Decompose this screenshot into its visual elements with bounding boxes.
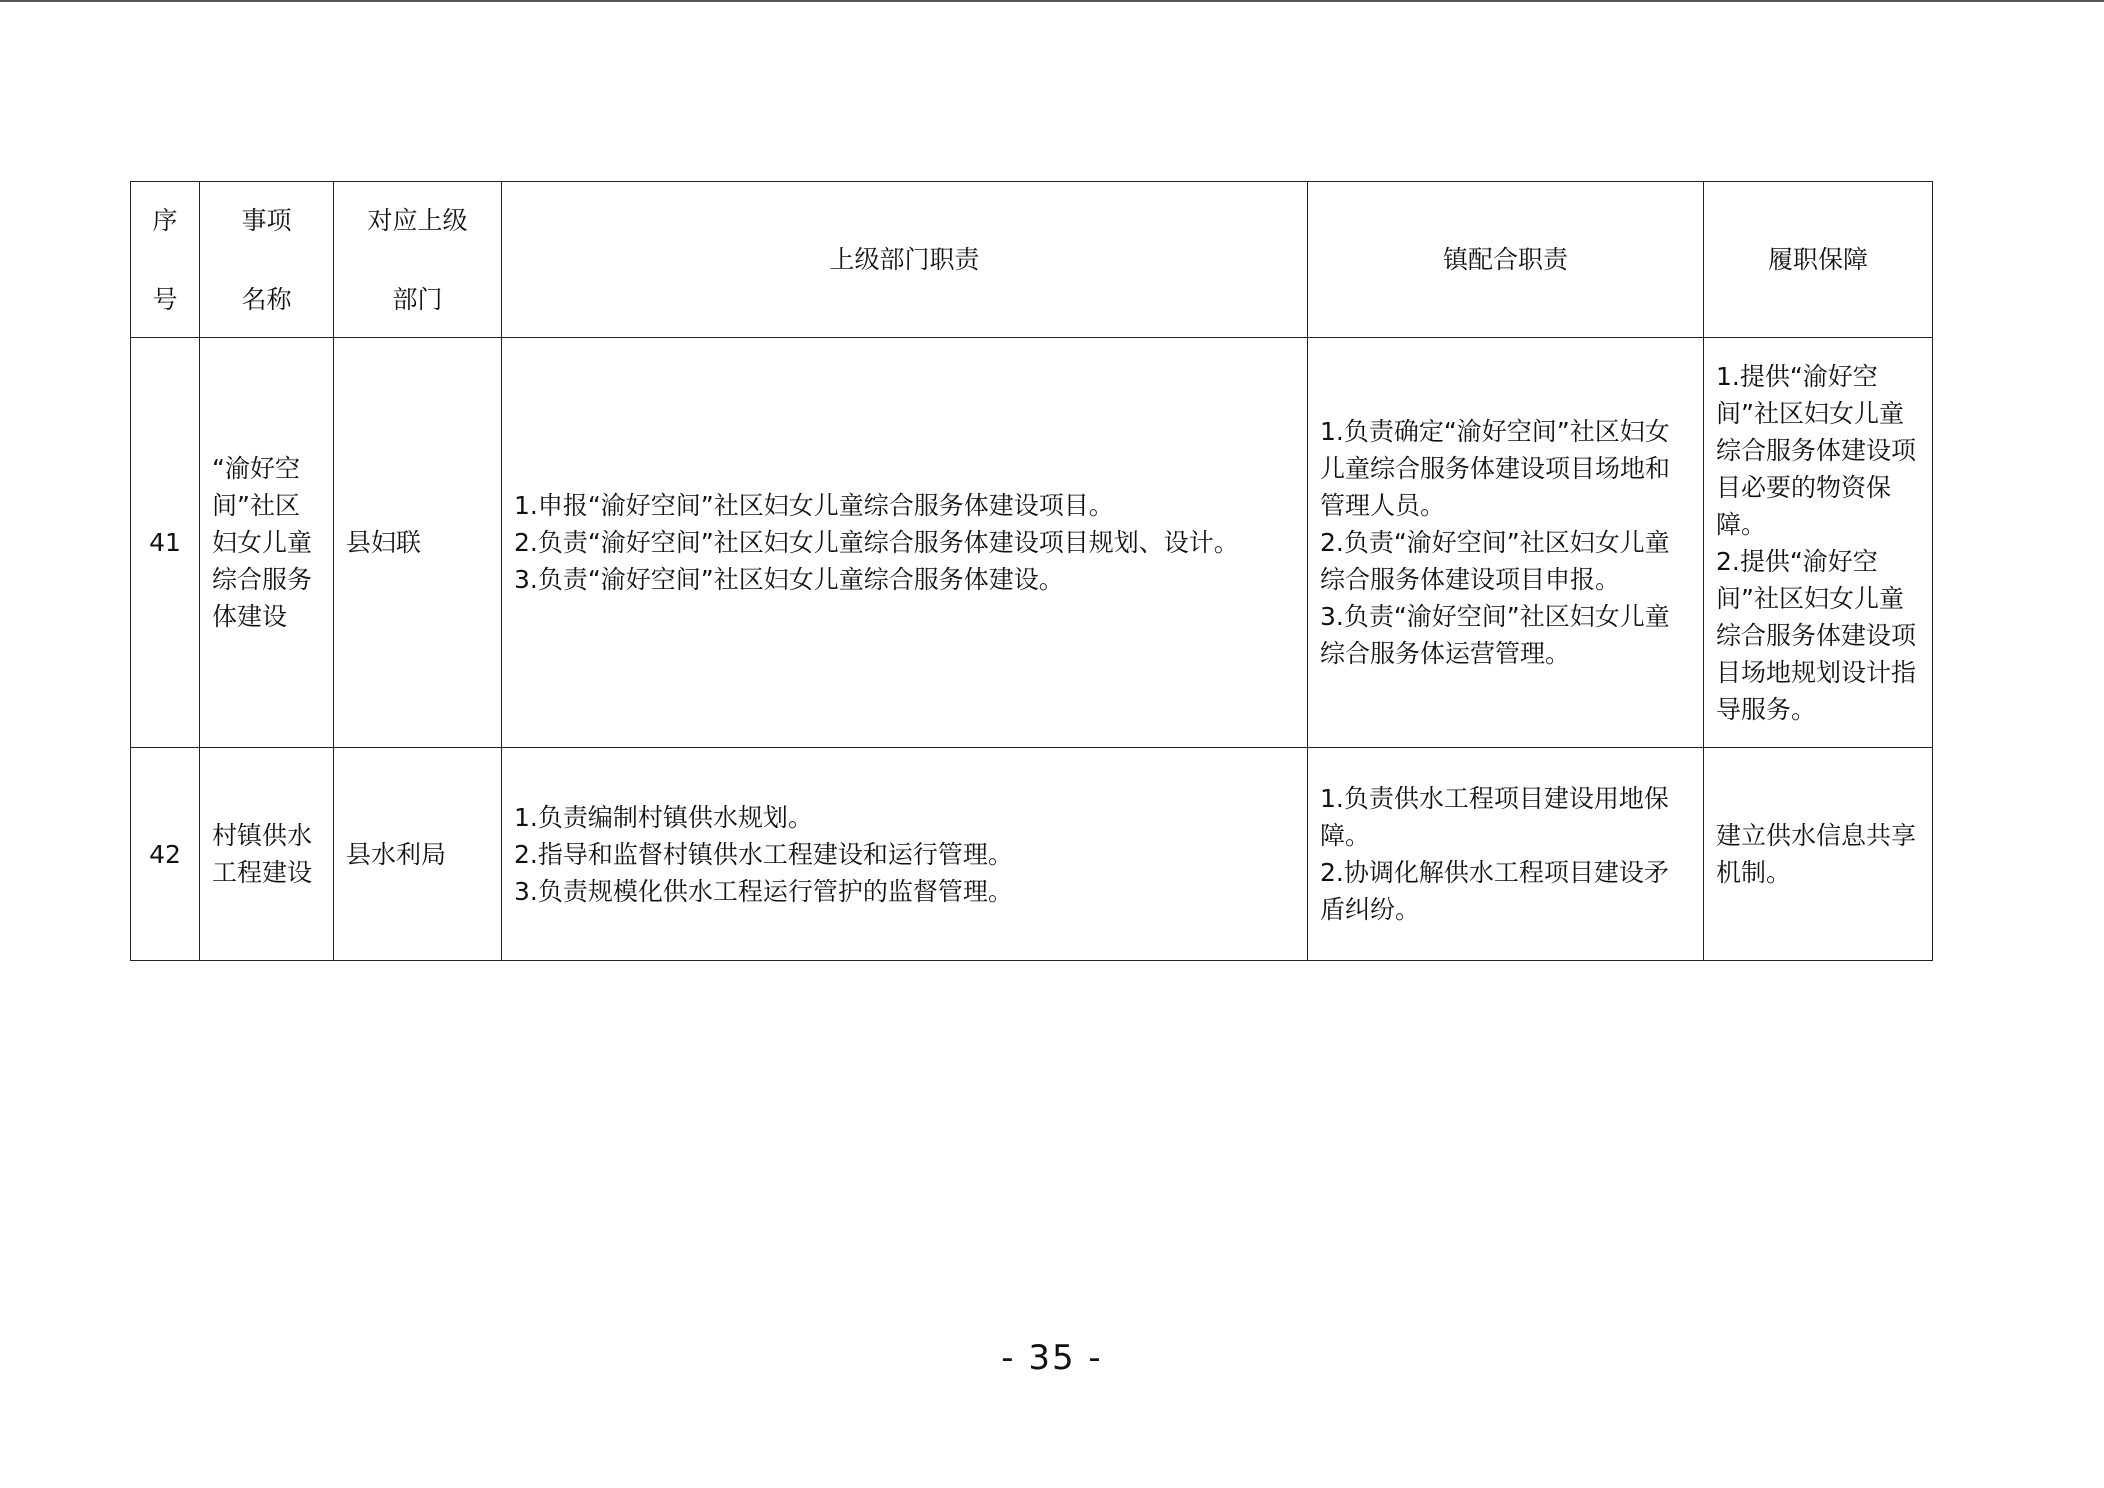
top-border-line — [0, 0, 2104, 2]
header-upper-dept-line1: 对应上级 — [367, 205, 468, 235]
row-upper-duty — [502, 338, 1308, 748]
header-seq — [131, 182, 200, 338]
guarantee-line: 2.提供“渝好空间”社区妇女儿童综合服务体建设项目场地规划设计指导服务。 — [1716, 546, 1917, 724]
header-row — [131, 182, 1933, 338]
header-upper-dept — [334, 182, 502, 338]
row-upper-dept: 县水利局 — [334, 748, 502, 961]
duty-line: 2.指导和监督村镇供水工程建设和运行管理。 — [514, 839, 1013, 869]
header-upper-dept-line2: 部门 — [392, 284, 443, 314]
row-town-duty — [1308, 748, 1704, 961]
row-seq: 42 — [131, 748, 200, 961]
header-seq-line2: 号 — [152, 284, 178, 314]
header-upper-duty: 上级部门职责 — [502, 182, 1308, 338]
row-upper-dept: 县妇联 — [334, 338, 502, 748]
duty-line: 1.申报“渝好空间”社区妇女儿童综合服务体建设项目。 — [514, 491, 1114, 520]
header-town-duty: 镇配合职责 — [1308, 182, 1704, 338]
duty-line: 3.负责“渝好空间”社区妇女儿童综合服务体运营管理。 — [1320, 602, 1670, 668]
duty-line: 2.负责“渝好空间”社区妇女儿童综合服务体建设项目申报。 — [1320, 528, 1670, 594]
duty-line: 3.负责“渝好空间”社区妇女儿童综合服务体建设。 — [514, 565, 1064, 594]
duty-line: 2.协调化解供水工程项目建设矛盾纠纷。 — [1320, 858, 1669, 924]
duty-table — [130, 181, 1933, 961]
guarantee-line: 建立供水信息共享机制。 — [1716, 821, 1917, 887]
header-guarantee: 履职保障 — [1704, 182, 1933, 338]
duty-line: 1.负责编制村镇供水规划。 — [514, 802, 813, 832]
header-item-name-line1: 事项 — [241, 205, 292, 235]
duty-line: 1.负责供水工程项目建设用地保障。 — [1320, 784, 1669, 850]
row-guarantee — [1704, 338, 1933, 748]
row-town-duty — [1308, 338, 1704, 748]
header-item-name — [200, 182, 334, 338]
header-seq-line1: 序 — [152, 205, 178, 235]
duty-line: 3.负责规模化供水工程运行管护的监督管理。 — [514, 876, 1013, 906]
duty-line: 2.负责“渝好空间”社区妇女儿童综合服务体建设项目规划、设计。 — [514, 528, 1239, 557]
row-upper-duty — [502, 748, 1308, 961]
header-item-name-line2: 名称 — [241, 284, 292, 314]
row-seq: 41 — [131, 338, 200, 748]
duty-line: 1.负责确定“渝好空间”社区妇女儿童综合服务体建设项目场地和管理人员。 — [1320, 417, 1671, 520]
guarantee-line: 1.提供“渝好空间”社区妇女儿童综合服务体建设项目必要的物资保障。 — [1716, 361, 1917, 539]
page-number: - 35 - — [1001, 1338, 1103, 1378]
table-row — [131, 338, 1933, 748]
row-item-name: “渝好空间”社区妇女儿童综合服务体建设 — [200, 338, 334, 748]
table-row — [131, 748, 1933, 961]
row-item-name: 村镇供水工程建设 — [200, 748, 334, 961]
row-guarantee — [1704, 748, 1933, 961]
